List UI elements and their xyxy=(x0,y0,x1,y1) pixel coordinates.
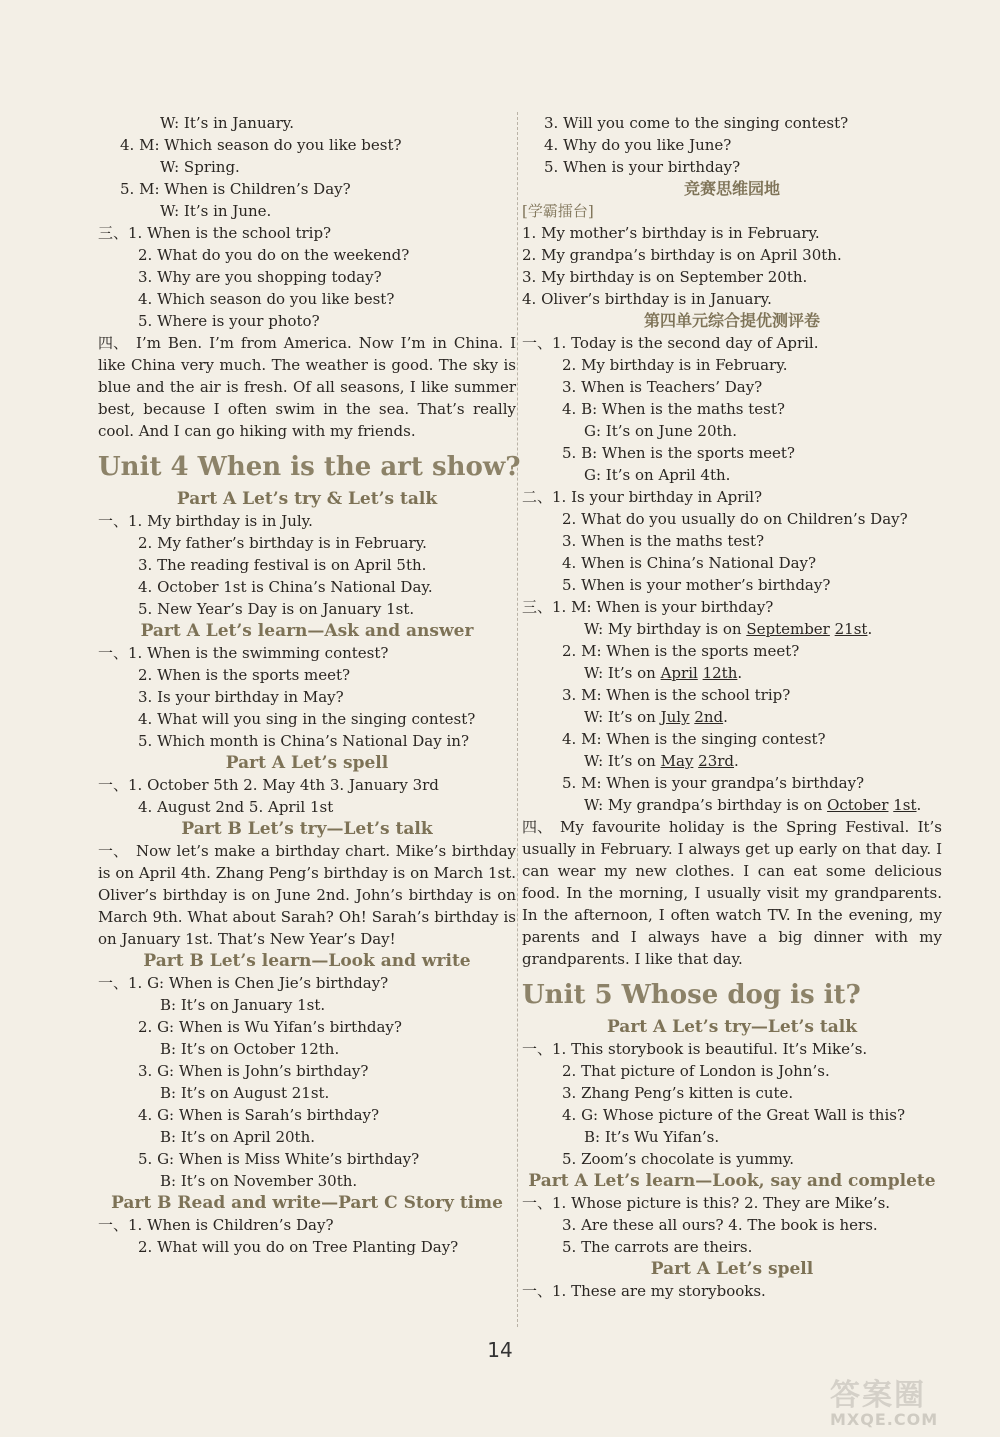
answer-line xyxy=(522,398,942,420)
answer-text: 2. My birthday is in February. xyxy=(562,356,788,374)
answer-line xyxy=(522,750,942,772)
answer-line xyxy=(522,464,942,486)
section-heading: 第四单元综合提优测评卷 xyxy=(643,311,820,330)
answer-text: 一、1. G: When is Chen Jie’s birthday? xyxy=(98,974,389,992)
answer-text: 3. The reading festival is on April 5th. xyxy=(138,556,427,574)
answer-text: W: It’s on xyxy=(584,708,661,726)
answer-line xyxy=(522,772,942,794)
answer-text: 一、1. Today is the second day of April. xyxy=(522,334,819,352)
line-end: . xyxy=(734,752,739,770)
paragraph-number: 四、 xyxy=(98,334,129,352)
watermark-url: MXQE.COM xyxy=(830,1410,939,1429)
answer-text: W: My grandpa’s birthday is on xyxy=(584,796,828,814)
answer-line xyxy=(98,686,516,708)
answer-line xyxy=(522,1060,942,1082)
answer-text: W: It’s on xyxy=(584,664,661,682)
answer-line xyxy=(522,1038,942,1060)
filled-blank: 12th xyxy=(702,664,738,682)
answer-text: 4. Which season do you like best? xyxy=(138,290,395,308)
answer-text: 3. Why are you shopping today? xyxy=(138,268,382,286)
answer-line xyxy=(98,288,516,310)
answer-line xyxy=(98,796,516,818)
page-number: 14 xyxy=(487,1338,513,1362)
answer-text: 5. Zoom’s chocolate is yummy. xyxy=(562,1150,795,1168)
part-heading: Part A Let’s learn—Ask and answer xyxy=(140,621,474,641)
answer-text: 2. What do you do on the weekend? xyxy=(138,246,410,264)
answer-line xyxy=(522,134,942,156)
answer-paragraph xyxy=(98,332,516,442)
answer-text: B: It’s Wu Yifan’s. xyxy=(584,1128,720,1146)
answer-text: 二、1. Is your birthday in April? xyxy=(522,488,763,506)
answer-text: 3. When is the maths test? xyxy=(562,532,765,550)
answer-line xyxy=(522,354,942,376)
answer-text: 一、1. These are my storybooks. xyxy=(522,1282,766,1300)
answer-text: 5. When is your birthday? xyxy=(544,158,741,176)
answer-text: 5. G: When is Miss White’s birthday? xyxy=(138,1150,420,1168)
answer-text: 2. My grandpa’s birthday is on April 30th. xyxy=(522,246,842,264)
answer-line xyxy=(98,178,516,200)
answer-line xyxy=(522,794,942,816)
part-heading: Part A Let’s spell xyxy=(225,753,389,773)
part-heading: Part A Let’s learn—Look, say and complete xyxy=(528,1171,936,1191)
answer-text: W: It’s in June. xyxy=(160,202,272,220)
answer-line xyxy=(98,1016,516,1038)
line-end: . xyxy=(737,664,743,682)
answer-text: 2. M: When is the sports meet? xyxy=(562,642,800,660)
filled-blank: 23rd xyxy=(698,752,735,770)
answer-text: 4. August 2nd 5. April 1st xyxy=(138,798,334,816)
answer-line xyxy=(98,1148,516,1170)
answer-line xyxy=(98,134,516,156)
answer-text: 3. Are these all ours? 4. The book is hers. xyxy=(562,1216,878,1234)
part-heading: Part B Let’s learn—Look and write xyxy=(143,951,471,971)
answer-line xyxy=(98,1126,516,1148)
unit-heading: Unit 5 Whose dog is it? xyxy=(522,980,861,1010)
answer-line xyxy=(98,510,516,532)
answer-line xyxy=(98,1038,516,1060)
answer-line xyxy=(98,730,516,752)
line-end: . xyxy=(867,620,873,638)
column-divider xyxy=(517,112,518,1327)
answer-line xyxy=(98,1214,516,1236)
answer-line xyxy=(98,156,516,178)
answer-text: B: It’s on August 21st. xyxy=(160,1084,330,1102)
answer-line xyxy=(98,642,516,664)
section-tag: [学霸擂台] xyxy=(522,202,594,220)
part-heading: Part B Read and write—Part C Story time xyxy=(111,1193,503,1213)
answer-line xyxy=(522,288,942,310)
paragraph-number: 四、 xyxy=(522,818,553,836)
answer-text: 一、1. Whose picture is this? 2. They are Mike’s. xyxy=(522,1194,891,1212)
answer-line xyxy=(522,420,942,442)
answer-text: 一、1. When is Children’s Day? xyxy=(98,1216,334,1234)
answer-line xyxy=(522,244,942,266)
answer-line xyxy=(522,1280,942,1302)
answer-text: 2. What will you do on Tree Planting Day? xyxy=(138,1238,459,1256)
part-heading: Part B Let’s try—Let’s talk xyxy=(181,819,433,839)
answer-line xyxy=(522,574,942,596)
answer-text: 一、1. October 5th 2. May 4th 3. January 3rd xyxy=(98,776,439,794)
answer-line xyxy=(522,662,942,684)
answer-line xyxy=(522,486,942,508)
answer-line xyxy=(522,640,942,662)
answer-line xyxy=(98,664,516,686)
watermark-logo xyxy=(830,1370,990,1432)
answer-text: 5. When is your mother’s birthday? xyxy=(562,576,831,594)
answer-line xyxy=(522,376,942,398)
answer-line xyxy=(98,1082,516,1104)
answer-text: 4. B: When is the maths test? xyxy=(562,400,785,418)
paragraph-text: Now let’s make a birthday chart. Mike’s birthday is on April 4th. Zhang Peng’s birthday is on March 1st. Oliver’s birthday is on June 2nd. John’s birthday is on March 9th. What about Sarah? Oh! Sarah’s birthday is on January 1st. That’s New Year’s Day! xyxy=(98,842,516,948)
answer-line xyxy=(522,1148,942,1170)
answer-text: 一、1. When is the swimming contest? xyxy=(98,644,389,662)
answer-text: 三、1. M: When is your birthday? xyxy=(522,598,774,616)
answer-text: 一、1. My birthday is in July. xyxy=(98,512,313,530)
filled-blank: 1st xyxy=(893,796,917,814)
filled-blank: April xyxy=(660,664,698,682)
answer-text: 4. M: When is the singing contest? xyxy=(562,730,826,748)
answer-line xyxy=(98,112,516,134)
answer-text: B: It’s on October 12th. xyxy=(160,1040,340,1058)
answer-line xyxy=(522,1192,942,1214)
answer-line xyxy=(522,508,942,530)
answer-text: 5. B: When is the sports meet? xyxy=(562,444,795,462)
answer-text: 3. Is your birthday in May? xyxy=(138,688,344,706)
answer-text: 3. M: When is the school trip? xyxy=(562,686,791,704)
left-column xyxy=(98,112,521,1258)
answer-text: 3. When is Teachers’ Day? xyxy=(562,378,763,396)
filled-blank: 2nd xyxy=(694,708,724,726)
right-column xyxy=(522,112,942,1302)
answer-line xyxy=(522,1214,942,1236)
answer-line xyxy=(522,684,942,706)
answer-line xyxy=(98,1236,516,1258)
line-end: . xyxy=(916,796,922,814)
answer-text: 5. M: When is your grandpa’s birthday? xyxy=(562,774,865,792)
answer-text: B: It’s on November 30th. xyxy=(160,1172,358,1190)
answer-line xyxy=(522,1236,942,1258)
answer-text: 3. G: When is John’s birthday? xyxy=(138,1062,369,1080)
answer-paragraph xyxy=(522,816,942,970)
answer-line xyxy=(522,1126,942,1148)
answer-text: 4. Why do you like June? xyxy=(544,136,732,154)
paragraph-text: My favourite holiday is the Spring Festival. It’s usually in February. I always get up early on that day. I can wear my new clothes. I can eat some delicious food. In the morning, I usually visit my grandparents. In the afternoon, I often watch TV. In the evening, my parents and I always have a big dinner with my grandparents. I like that day. xyxy=(522,818,942,968)
answer-text: 5. Which month is China’s National Day in? xyxy=(138,732,469,750)
answer-line xyxy=(98,222,516,244)
answer-line xyxy=(98,994,516,1016)
answer-line xyxy=(98,1170,516,1192)
answer-line xyxy=(98,708,516,730)
answer-line xyxy=(522,728,942,750)
answer-line xyxy=(522,1082,942,1104)
answer-text: 1. My mother’s birthday is in February. xyxy=(522,224,820,242)
answer-line xyxy=(98,774,516,796)
filled-blank: 21st xyxy=(834,620,868,638)
answer-text: B: It’s on April 20th. xyxy=(160,1128,316,1146)
answer-text: 5. Where is your photo? xyxy=(138,312,320,330)
answer-line xyxy=(522,222,942,244)
filled-blank: July xyxy=(660,708,690,726)
answer-line xyxy=(522,596,942,618)
answer-text: 5. The carrots are theirs. xyxy=(562,1238,753,1256)
line-end: . xyxy=(723,708,728,726)
answer-line xyxy=(522,332,942,354)
part-heading: Part A Let’s try—Let’s talk xyxy=(606,1017,858,1037)
part-heading: Part A Let’s spell xyxy=(650,1259,814,1279)
answer-line xyxy=(98,1060,516,1082)
answer-line xyxy=(98,554,516,576)
answer-text: 2. G: When is Wu Yifan’s birthday? xyxy=(138,1018,402,1036)
answer-text: 一、1. This storybook is beautiful. It’s Mike’s. xyxy=(522,1040,868,1058)
answer-text: 4. Oliver’s birthday is in January. xyxy=(522,290,772,308)
section-heading: 竞赛思维园地 xyxy=(683,179,780,198)
answer-text: 5. M: When is Children’s Day? xyxy=(120,180,351,198)
paragraph-text: I’m Ben. I’m from America. Now I’m in China. I like China very much. The weather is good. The sky is blue and the air is fresh. Of all seasons, I like summer best, because I often swim in the sea. That’s really cool. And I can go hiking with my friends. xyxy=(98,334,516,440)
answer-text: 3. Zhang Peng’s kitten is cute. xyxy=(562,1084,794,1102)
answer-line xyxy=(98,598,516,620)
answer-line xyxy=(522,530,942,552)
answer-text: W: Spring. xyxy=(160,158,240,176)
answer-line xyxy=(98,532,516,554)
answer-text: 5. New Year’s Day is on January 1st. xyxy=(138,600,415,618)
answer-line xyxy=(522,156,942,178)
answer-text: 4. G: Whose picture of the Great Wall is this? xyxy=(562,1106,906,1124)
answer-line xyxy=(522,266,942,288)
answer-text: W: It’s on xyxy=(584,752,661,770)
answer-line xyxy=(522,618,942,640)
answer-text: 4. What will you sing in the singing contest? xyxy=(138,710,476,728)
paragraph-number: 一、 xyxy=(98,842,129,860)
answer-line xyxy=(98,972,516,994)
answer-line xyxy=(98,310,516,332)
answer-text: G: It’s on April 4th. xyxy=(584,466,731,484)
part-heading: Part A Let’s try & Let’s talk xyxy=(176,489,438,509)
answer-text: 4. M: Which season do you like best? xyxy=(120,136,402,154)
answer-text: G: It’s on June 20th. xyxy=(584,422,737,440)
answer-line xyxy=(522,112,942,134)
answer-text: 2. When is the sports meet? xyxy=(138,666,351,684)
answer-text: 4. G: When is Sarah’s birthday? xyxy=(138,1106,380,1124)
answer-text: 2. What do you usually do on Children’s Day? xyxy=(562,510,908,528)
answer-line xyxy=(98,266,516,288)
answer-line xyxy=(98,244,516,266)
answer-line xyxy=(522,706,942,728)
answer-text: 2. That picture of London is John’s. xyxy=(562,1062,830,1080)
answer-text: 3. My birthday is on September 20th. xyxy=(522,268,808,286)
unit-heading: Unit 4 When is the art show? xyxy=(98,452,521,482)
answer-text: 4. When is China’s National Day? xyxy=(562,554,817,572)
answer-line xyxy=(98,576,516,598)
answer-paragraph xyxy=(98,840,516,950)
answer-line xyxy=(522,442,942,464)
filled-blank: May xyxy=(660,752,694,770)
answer-text: W: It’s in January. xyxy=(160,114,294,132)
answer-line xyxy=(522,1104,942,1126)
answer-line xyxy=(522,552,942,574)
answer-text: 三、1. When is the school trip? xyxy=(98,224,332,242)
answer-text: 2. My father’s birthday is in February. xyxy=(138,534,427,552)
answer-text: B: It’s on January 1st. xyxy=(160,996,326,1014)
answer-text: W: My birthday is on xyxy=(584,620,747,638)
answer-text: 4. October 1st is China’s National Day. xyxy=(138,578,433,596)
filled-blank: October xyxy=(827,796,889,814)
answer-line xyxy=(98,200,516,222)
answer-text: 3. Will you come to the singing contest? xyxy=(544,114,849,132)
answer-line xyxy=(98,1104,516,1126)
filled-blank: September xyxy=(746,620,830,638)
watermark-text: 答案圈 xyxy=(830,1378,926,1413)
